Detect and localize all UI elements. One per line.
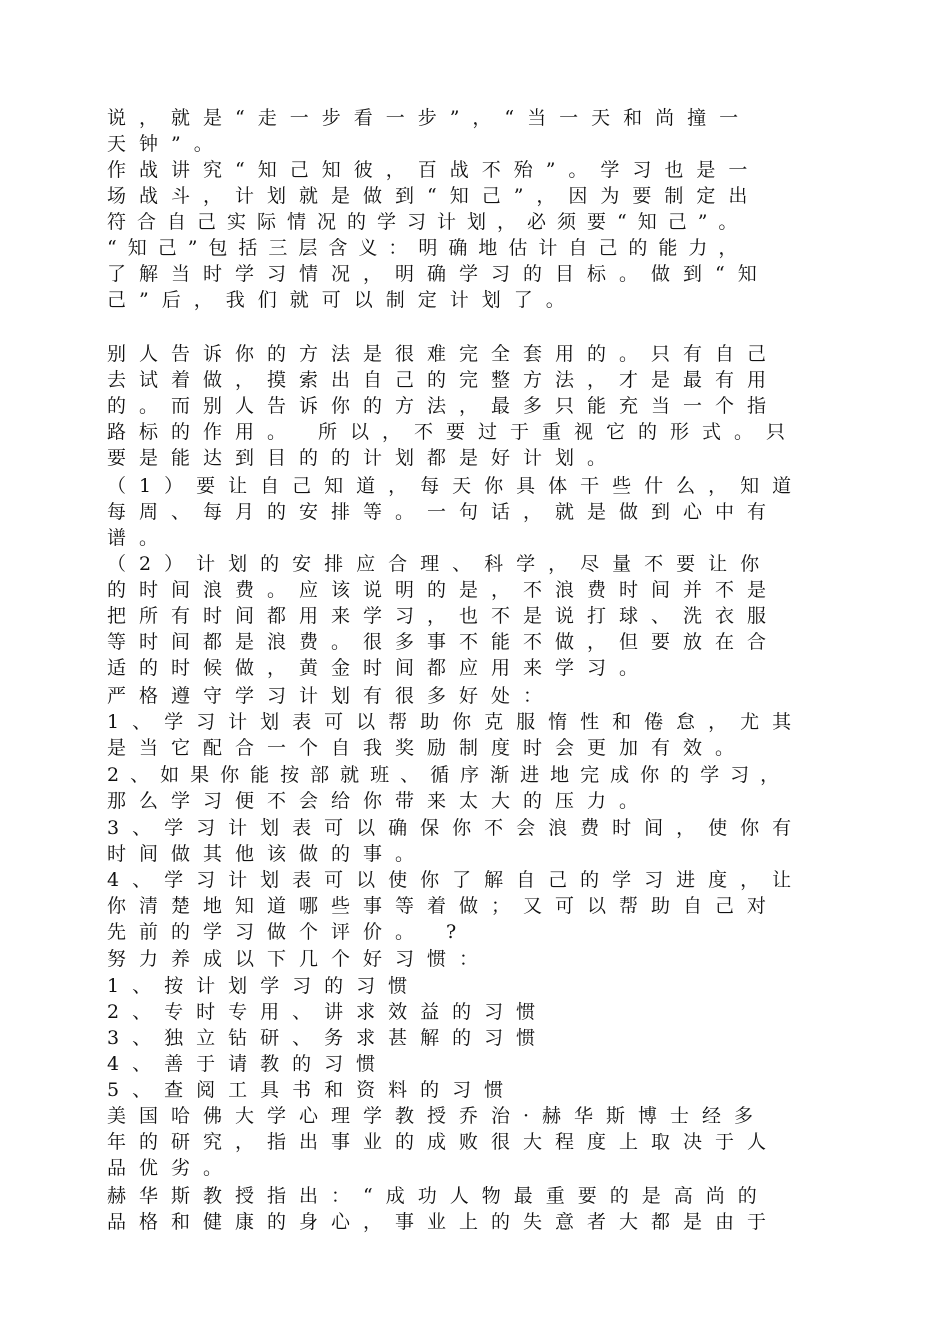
text-line: （1）要让自己知道，每天你具体干些什么，知道: [107, 475, 805, 497]
text-line: 赫华斯教授指出：“成功人物最重要的是高尚的: [107, 1185, 770, 1207]
text-line: 美国哈佛大学心理学教授乔治·赫华斯博士经多: [107, 1105, 767, 1127]
text-line: 你清楚地知道哪些事等着做；又可以帮助自己对: [107, 895, 780, 917]
text-line: 说，就是“走一步看一步”，“当一天和尚撞一: [107, 107, 752, 129]
text-line: 先前的学习做个评价。 ?: [107, 921, 470, 943]
text-line: 天钟”。: [107, 133, 226, 155]
text-line: “知己”包括三层含义：明确地估计自己的能力，: [107, 237, 749, 259]
text-line: 4、善于请教的习惯: [107, 1053, 389, 1075]
text-line: 去试着做，摸索出自己的完整方法，才是最有用: [107, 369, 780, 391]
text-line: 符合自己实际情况的学习计划，必须要“知己”。: [107, 211, 749, 233]
text-line: 品优劣。: [107, 1157, 236, 1179]
text-line: 适的时候做，黄金时间都应用来学习。: [107, 657, 652, 679]
text-line: 年的研究，指出事业的成败很大程度上取决于人: [107, 1131, 780, 1153]
text-line: 2、如果你能按部就班、循序渐进地完成你的学习，: [107, 764, 791, 786]
text-line: 别人告诉你的方法是很难完全套用的。只有自己: [107, 343, 780, 365]
text-line: 每周、每月的安排等。一句话，就是做到心中有: [107, 501, 780, 523]
text-line: 路标的作用。 所以，不要过于重视它的形式。只: [107, 421, 799, 443]
text-line: 作战讲究“知己知彼，百战不殆”。学习也是一: [107, 159, 761, 181]
text-line: 的。而别人告诉你的方法，最多只能充当一个指: [107, 395, 780, 417]
text-line: 了解当时学习情况，明确学习的目标。做到“知: [107, 263, 770, 285]
text-line: 时间做其他该做的事。: [107, 843, 428, 865]
text-line: 1、学习计划表可以帮助你克服惰性和倦怠，尤其: [107, 711, 805, 733]
text-line: （2）计划的安排应合理、科学，尽量不要让你: [107, 553, 773, 575]
text-line: 场战斗，计划就是做到“知己”，因为要制定出: [107, 185, 761, 207]
text-line: 3、独立钻研、务求甚解的习惯: [107, 1027, 549, 1049]
text-line: 严格遵守学习计划有很多好处：: [107, 685, 556, 707]
text-line: 谱。: [107, 527, 172, 549]
text-line: 己”后，我们就可以制定计划了。: [107, 289, 578, 311]
text-line: 把所有时间都用来学习，也不是说打球、洗衣服: [107, 605, 780, 627]
text-line: 4、学习计划表可以使你了解自己的学习进度，让: [107, 869, 805, 891]
text-line: 1、按计划学习的习惯: [107, 975, 421, 997]
text-line: 要是能达到目的的计划都是好计划。: [107, 447, 620, 469]
text-line: 是当它配合一个自我奖励制度时会更加有效。: [107, 737, 748, 759]
text-line: 等时间都是浪费。很多事不能不做，但要放在合: [107, 631, 780, 653]
text-line: 的时间浪费。应该说明的是，不浪费时间并不是: [107, 579, 780, 601]
text-line: 努力养成以下几个好习惯：: [107, 948, 492, 970]
text-line: 那么学习便不会给你带来太大的压力。: [107, 790, 652, 812]
text-line: 3、学习计划表可以确保你不会浪费时间，使你有: [107, 817, 805, 839]
text-line: 5、查阅工具书和资料的习惯: [107, 1079, 517, 1101]
text-line: 品格和健康的身心，事业上的失意者大都是由于: [107, 1211, 780, 1233]
text-line: 2、专时专用、讲求效益的习惯: [107, 1001, 549, 1023]
